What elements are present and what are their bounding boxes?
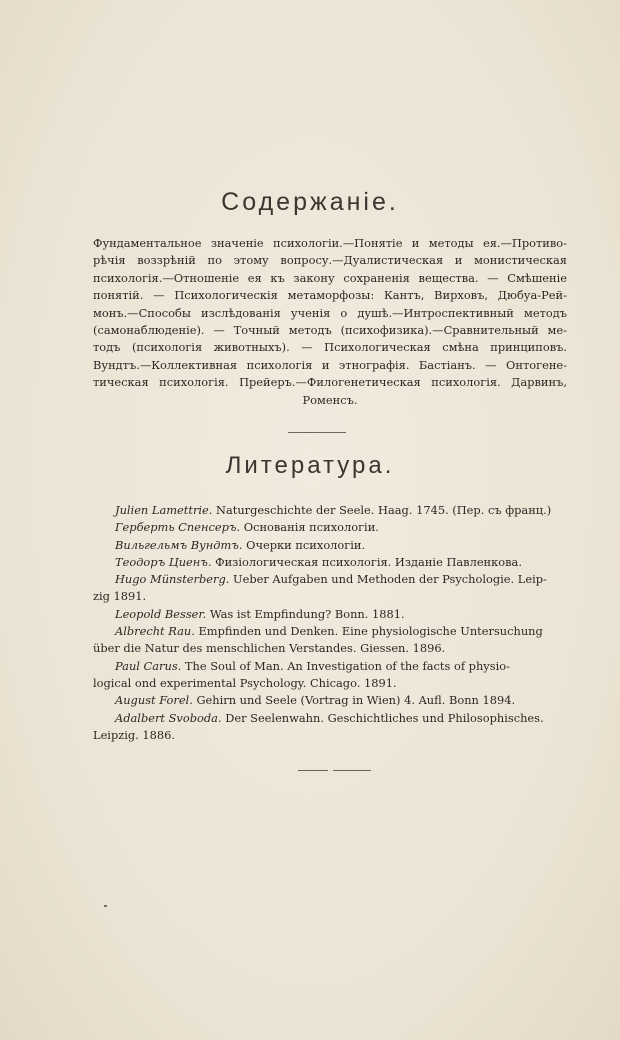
entry-text-continued: Leipzig. 1886. (93, 727, 176, 742)
entry-text-continued: über die Natur des menschlichen Verstandes. Giessen. 1896. (93, 641, 446, 656)
entry-author: Adalbert Svoboda. (115, 710, 222, 725)
entry-author: Leopold Besser. (115, 606, 207, 621)
entry-author: Теодоръ Циенъ. (115, 554, 212, 569)
bibliography-entry (93, 537, 567, 554)
bibliography-entry (93, 623, 567, 658)
page-mark (104, 905, 107, 907)
entry-text: Ueber Aufgaben und Methoden der Psychologie. Leip- (229, 572, 547, 587)
entry-author: Вильгельмъ Вундтъ. (115, 537, 243, 552)
contents-line: (самонаблюденіе). — Точный методъ (психофизика).—Сравнительный ме- (93, 323, 567, 338)
bibliography-entry (93, 692, 567, 709)
entry-author: Герберть Спенсеръ. (115, 520, 241, 535)
bibliography-entry (93, 502, 567, 519)
literature-heading: Литература. (225, 452, 395, 479)
contents-paragraph (93, 235, 567, 409)
contents-line: Вундтъ.—Коллективная психологія и этнографія. Бастіанъ. — Онтогене- (93, 357, 567, 372)
entry-text: Naturgeschichte der Seele. Haag. 1745. (Пер. съ франц.) (212, 503, 552, 517)
contents-line: психологія.—Отношеніе ея къ закону сохраненія вещества. — Смѣшеніе (93, 270, 567, 285)
contents-line: понятій. — Психологическія метаморфозы: Кантъ, Вирховъ, Дюбуа-Рей- (93, 288, 567, 303)
bibliography-list (93, 502, 567, 744)
bibliography-entry (93, 606, 567, 623)
entry-author: Hugo Münsterberg. (115, 572, 230, 587)
entry-text: Was ist Empfindung? Bonn. 1881. (206, 606, 405, 621)
bibliography-entry (93, 554, 567, 571)
entry-text: Основанія психологіи. (240, 520, 379, 535)
contents-line: рѣчія воззрѣній по этому вопросу.—Дуалистическая и монистическая (93, 253, 567, 268)
end-divider-left (298, 770, 328, 771)
contents-line: монъ.—Способы изслѣдованія ученія о душѣ.—Интроспективный методъ (93, 305, 567, 320)
entry-text: Gehirn und Seele (Vortrag in Wien) 4. Aufl. Bonn 1894. (192, 693, 516, 708)
entry-text: Der Seelenwahn. Geschichtliches und Philosophisches. (221, 710, 544, 725)
end-divider-right (333, 770, 371, 771)
entry-author: Paul Carus. (115, 658, 182, 673)
bibliography-entry (93, 710, 567, 745)
entry-text-continued: logical ond experimental Psychology. Chicago. 1891. (93, 675, 397, 690)
bibliography-entry (93, 519, 567, 536)
contents-heading: Содержаніе. (221, 188, 399, 216)
entry-text: Очерки психологіи. (242, 537, 366, 552)
entry-text: The Soul of Man. An Investigation of the facts of physio- (181, 658, 510, 673)
entry-text: Empfinden und Denken. Eine physiologische Untersuchung (194, 624, 543, 639)
entry-author: Julien Lamettrie. (115, 503, 213, 517)
contents-line: тическая психологія. Прейеръ.—Филогенетическая психологія. Дарвинъ, (93, 375, 567, 390)
contents-line: Фундаментальное значеніе психологіи.—Понятіе и методы ея.—Противо- (93, 236, 567, 250)
bibliography-entry (93, 658, 567, 693)
contents-line: тодъ (психологія животныхъ). — Психологическая смѣна принциповъ. (93, 340, 567, 355)
entry-author: August Forel. (115, 693, 193, 708)
section-divider (288, 432, 346, 433)
contents-line: Роменсъ. (302, 392, 358, 407)
bibliography-entry (93, 571, 567, 606)
entry-text-continued: zig 1891. (93, 589, 147, 604)
entry-author: Albrecht Rau. (115, 624, 195, 639)
entry-text: Физіологическая психологія. Изданіе Павленкова. (211, 554, 522, 569)
